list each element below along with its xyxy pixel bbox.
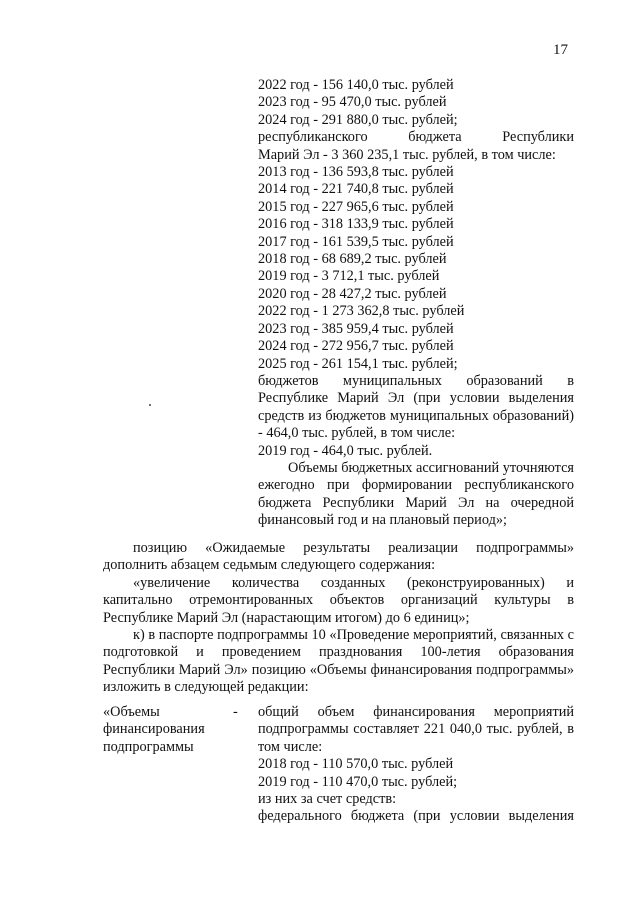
allocation-note: Объемы бюджетных ассигнований уточняются ежегодно при формировании республиканского бюджета Республики Марий Эл на очередной финансовый год и на плановый период»; [258,459,574,529]
paragraph-expected-results: позицию «Ожидаемые результаты реализации подпрограммы» дополнить абзацем седьмым следующего содержания: [103,540,574,574]
funding-line: 2020 год - 28 427,2 тыс. рублей [258,285,447,302]
republic-budget-total: Марий Эл - 3 360 235,1 тыс. рублей, в том числе: [258,146,556,163]
paragraph-passport-10: к) в паспорте подпрограммы 10 «Проведение мероприятий, связанных с подготовкой и проведением празднования 100-летия образования Республики Марий Эл» позицию «Объемы финансирования подпрограммы» изложить в следующей редакции: [103,627,574,696]
municipal-budget-year: 2019 год - 464,0 тыс. рублей. [258,442,433,459]
body-text [103,540,574,697]
republic-budget-line: республиканского бюджета Республики [258,129,574,146]
funding-line: 2015 год - 227 965,6 тыс. рублей [258,198,454,215]
funding-line: 2016 год - 318 133,9 тыс. рублей [258,216,454,233]
funding-line: 2022 год - 156 140,0 тыс. рублей [258,77,454,93]
financing-value-cell [258,704,574,826]
financing-table [103,704,574,826]
funding-line: 2024 год - 272 956,7 тыс. рублей [258,338,454,355]
funding-line: 2019 год - 3 712,1 тыс. рублей [258,268,440,285]
scan-speck [149,404,151,406]
financing-label-cell [103,704,258,826]
paragraph-increase: «увеличение количества созданных (реконструированных) и капитально отремонтированных объектов организаций культуры в Республике Марий Эл (нарастающим итогом) до 6 единиц»; [103,574,574,626]
funding-line: 2023 год - 385 959,4 тыс. рублей [258,320,454,337]
funding-block [258,77,574,530]
financing-sources: из них за счет средств: [258,791,397,808]
funding-line: 2017 год - 161 539,5 тыс. рублей [258,233,454,250]
funding-line: 2013 год - 136 593,8 тыс. рублей [258,164,454,181]
page-number: 17 [553,42,568,58]
funding-line: 2024 год - 291 880,0 тыс. рублей; [258,111,458,128]
funding-line: 2022 год - 1 273 362,8 тыс. рублей [258,303,465,320]
funding-line: 2025 год - 261 154,1 тыс. рублей; [258,355,458,372]
financing-label: «Объемы финансирования подпрограммы [103,704,205,755]
financing-intro: общий объем финансирования мероприятий подпрограммы составляет 221 040,0 тыс. рублей, в том числе: [258,704,574,755]
municipal-budget-text: бюджетов муниципальных образований в Республике Марий Эл (при условии выделения средств из бюджетов муниципальных образований) - 464,0 тыс. рублей, в том числе: [258,372,574,442]
funding-line: 2023 год - 95 470,0 тыс. рублей [258,94,447,111]
federal-budget-line: федерального бюджета (при условии выделения [258,808,574,825]
funding-line: 2014 год - 221 740,8 тыс. рублей [258,181,454,198]
financing-row [103,704,574,826]
funding-line: 2018 год - 68 689,2 тыс. рублей [258,251,447,268]
financing-year: 2019 год - 110 470,0 тыс. рублей; [258,773,458,790]
financing-year: 2018 год - 110 570,0 тыс. рублей [258,756,454,773]
label-dash: - [233,704,238,720]
